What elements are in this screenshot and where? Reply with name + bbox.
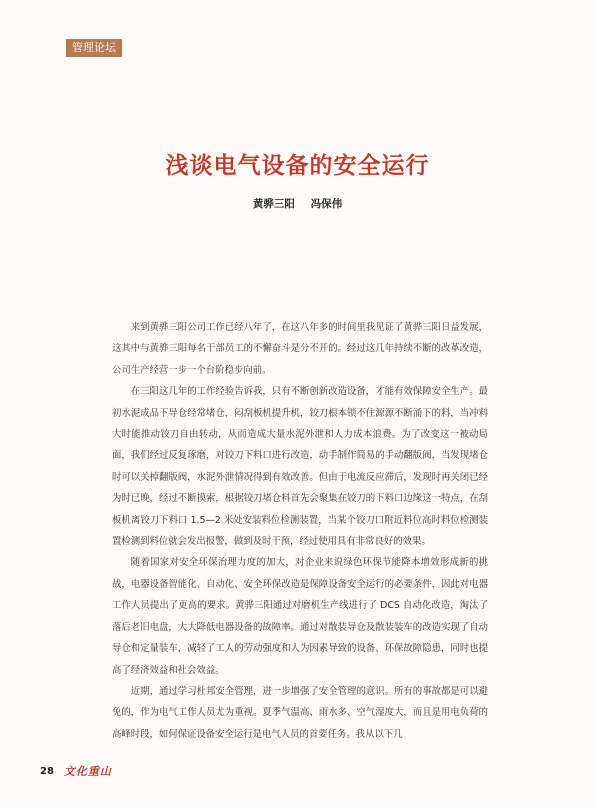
page-footer [40,763,112,779]
section-tag: 管理论坛 [66,39,122,57]
authors [0,196,595,211]
paragraph-1: 来到黄骅三阳公司工作已经八年了，在这八年多的时间里我见证了黄骅三阳日益发展，这其中与黄骅三阳每名干部员工的不懈奋斗是分不开的。经过这几年持续不断的改革改造，公司生产经营一步一个台阶稳步向前。 [112,322,488,376]
author-2: 冯保伟 [310,198,343,210]
paragraph-3: 随着国家对安全环保治理力度的加大，对企业来说绿色环保节能降本增效形成新的挑战，电器设备智能化、自动化、安全环保改造是保障设备安全运行的必要条件，因此对电器工作人员提出了更高的要求。黄骅三阳通过对磨机生产线进行了 DCS 自动化改造，淘汰了落后老旧电盘，大大降低电器设备的故障率。通过对散装导仓及散装装车的改造实现了自动导仓和定量装车，减轻了工人的劳动强度和人为因素导致的设备、环保故障隐患，同时也提高了经济效益和社会效益。 [112,557,488,676]
page-number: 28 [40,765,54,777]
article-body [112,317,488,745]
paragraph-4: 近期，通过学习杜邦安全管理，进一步增强了安全管理的意识。所有的事故都是可以避免的，作为电气工作人员尤为重视。夏季气温高、雨水多、空气湿度大，而且是用电负荷的高峰时段，如何保证设备安全运行是电气人员的首要任务。我从以下几 [112,685,488,740]
paragraph-2: 在三阳这几年的工作经验告诉我，只有不断创新改造设备，才能有效保障安全生产。最初水泥成品下导仓经常堵仓，闷刮板机提升机，铰刀根本锁不住源源不断涌下的料，当冲料大时能推动铰刀自由转动，从而造成大量水泥外泄和人力成本浪费。为了改变这一被动局面，我们经过反复琢磨，对铰刀下料口进行改造，动手制作简易的手动翻版阀，当发现堵仓时可以关掉翻版阀，水泥外泄情况得到有效改善。但由于电流反应滞后，发现时再关闭已经为时已晚，经过不断摸索，根据铰刀堵仓料首先会聚集在铰刀的下料口边缘这一特点，在刮板机离铰刀下料口 1.5—2 米处安装料位检测装置，当某个铰刀口附近料位高时料位检测装置检测到料位就会发出报警，做到及时干预，经过使用具有非常良好的效果。 [112,386,488,548]
author-1: 黄骅三阳 [252,198,295,210]
article-title: 浅谈电气设备的安全运行 [165,152,430,179]
journal-logo: 文化重山 [63,765,112,778]
